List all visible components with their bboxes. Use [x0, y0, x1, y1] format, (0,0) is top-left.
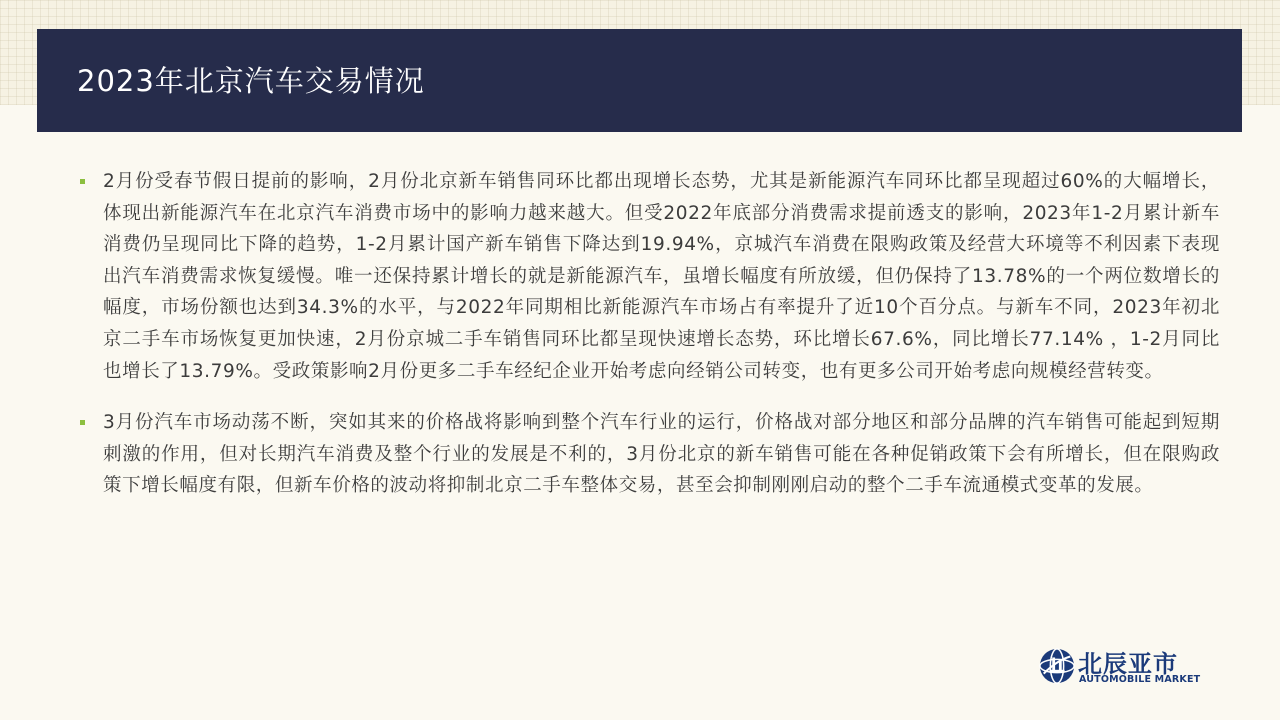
globe-logo-icon [1038, 647, 1076, 685]
paragraph-text: 2月份受春节假日提前的影响，2月份北京新车销售同环比都出现增长态势，尤其是新能源汽车同环比都呈现超过60%的大幅增长，体现出新能源汽车在北京汽车消费市场中的影响力越来越大。但受2022年底部分消费需求提前透支的影响，2023年1-2月累计新车消费仍呈现同比下降的趋势，1-2月累计国产新车销售下降达到19.94%，京城汽车消费在限购政策及经营大环境等不利因素下表现出汽车消费需求恢复缓慢。唯一还保持累计增长的就是新能源汽车，虽增长幅度有所放缓，但仍保持了13.78%的一个两位数增长的幅度，市场份额也达到34.3%的水平，与2022年同期相比新能源汽车市场占有率提升了近10个百分点。与新车不同，2023年初北京二手车市场恢复更加快速，2月份京城二手车销售同环比都呈现快速增长态势，环比增长67.6%，同比增长77.14% ，1-2月同比也增长了13.79%。受政策影响2月份更多二手车经纪企业开始考虑向经销公司转变，也有更多公司开始考虑向规模经营转变。 [103, 171, 1220, 382]
logo-name-cn: 北辰亚市 [1078, 650, 1178, 678]
paragraph-1 [80, 166, 1220, 387]
logo-name-en: AUTOMOBILE MARKET [1079, 674, 1201, 685]
company-logo [1038, 647, 1213, 691]
slide-content [80, 166, 1220, 502]
bullet-icon [80, 420, 85, 425]
slide-title: 2023年北京汽车交易情况 [77, 64, 425, 98]
paragraph-text: 3月份汽车市场动荡不断，突如其来的价格战将影响到整个汽车行业的运行，价格战对部分地区和部分品牌的汽车销售可能起到短期刺激的作用，但对长期汽车消费及整个行业的发展是不利的，3月份北京的新车销售可能在各种促销政策下会有所增长，但在限购政策下增长幅度有限，但新车价格的波动将抑制北京二手车整体交易，甚至会抑制刚刚启动的整个二手车流通模式变革的发展。 [103, 412, 1220, 497]
paragraph-2 [80, 407, 1220, 502]
title-bar [37, 29, 1242, 132]
bullet-icon [80, 179, 85, 184]
